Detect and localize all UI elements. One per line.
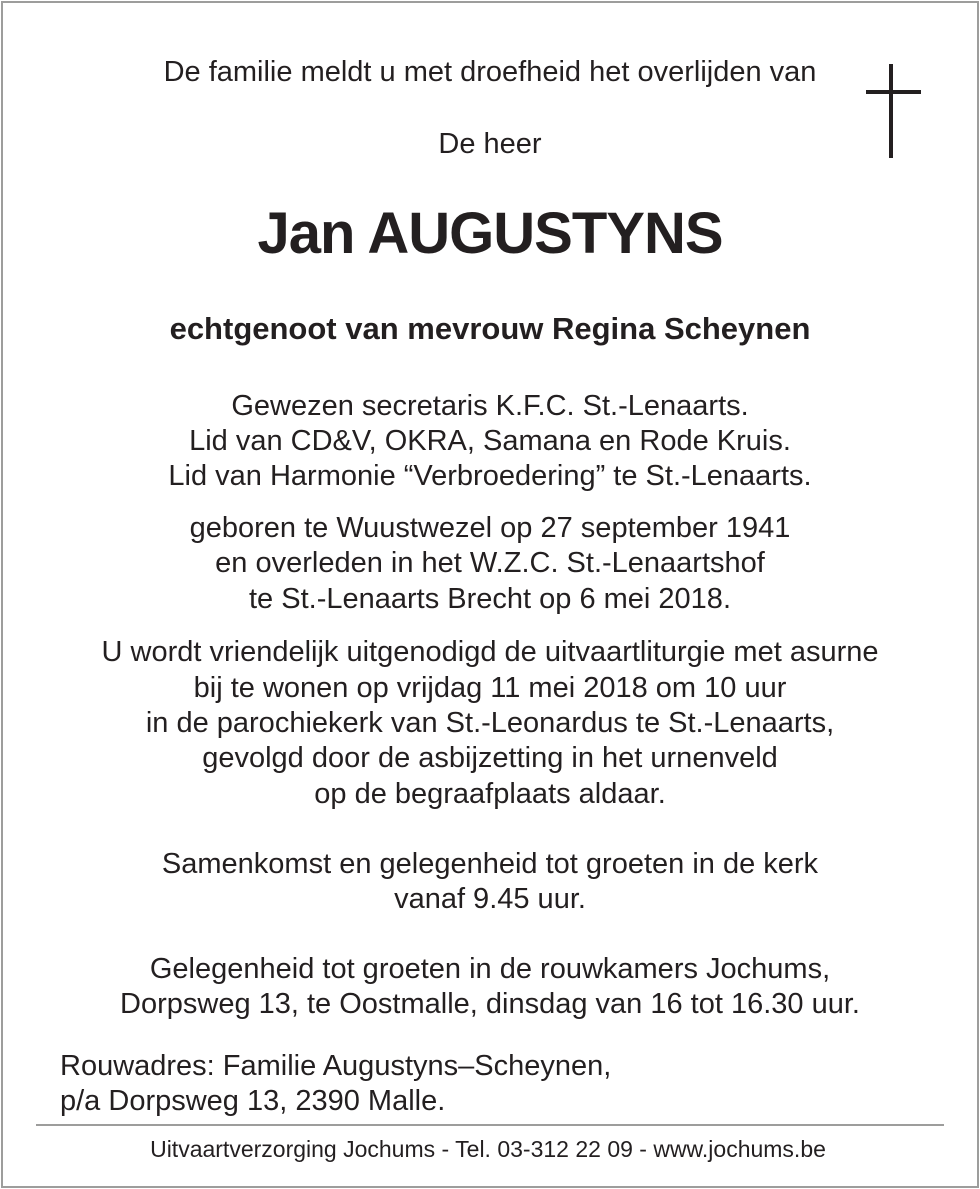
function-line-1: Gewezen secretaris K.F.C. St.-Lenaarts. — [231, 390, 749, 422]
footer-text: Uitvaartverzorging Jochums - Tel. 03-312 22 09 - www.jochums.be — [150, 1136, 826, 1162]
viewing-line-1: Gelegenheid tot groeten in de rouwkamers Jochums, — [149, 953, 831, 985]
intro-text: De familie meldt u met droefheid het overlijden van — [163, 56, 817, 88]
funeral-line-3: in de parochiekerk van St.-Leonardus te St.-Lenaarts, — [145, 707, 835, 739]
gathering-line-2: vanaf 9.45 uur. — [394, 883, 586, 915]
function-line-2: Lid van CD&V, OKRA, Samana en Rode Kruis. — [189, 425, 791, 457]
deceased-name: Jan AUGUSTYNS — [257, 201, 723, 266]
life-line-2: en overleden in het W.Z.C. St.-Lenaartshof — [215, 547, 765, 579]
footer-divider — [36, 1124, 944, 1126]
funeral-line-4: gevolgd door de asbijzetting in het urnenveld — [202, 742, 778, 774]
life-line-3: te St.-Lenaarts Brecht op 6 mei 2018. — [249, 583, 731, 615]
viewing-line-2: Dorpsweg 13, te Oostmalle, dinsdag van 16 tot 16.30 uur. — [120, 988, 860, 1020]
address-line-1: Rouwadres: Familie Augustyns–Scheynen, — [60, 1050, 612, 1082]
spouse-line: echtgenoot van mevrouw Regina Scheynen — [169, 311, 811, 346]
address-line-2: p/a Dorpsweg 13, 2390 Malle. — [60, 1085, 446, 1117]
life-line-1: geboren te Wuustwezel op 27 september 1941 — [189, 512, 791, 544]
gathering-line-1: Samenkomst en gelegenheid tot groeten in de kerk — [161, 848, 819, 880]
cross-horizontal-bar — [866, 90, 921, 94]
function-line-3: Lid van Harmonie “Verbroedering” te St.-Lenaarts. — [168, 460, 812, 492]
salutation-text: De heer — [438, 128, 542, 160]
funeral-line-2: bij te wonen op vrijdag 11 mei 2018 om 10 uur — [193, 672, 787, 704]
funeral-line-5: op de begraafplaats aldaar. — [314, 778, 666, 810]
funeral-line-1: U wordt vriendelijk uitgenodigd de uitvaartliturgie met asurne — [101, 636, 879, 668]
